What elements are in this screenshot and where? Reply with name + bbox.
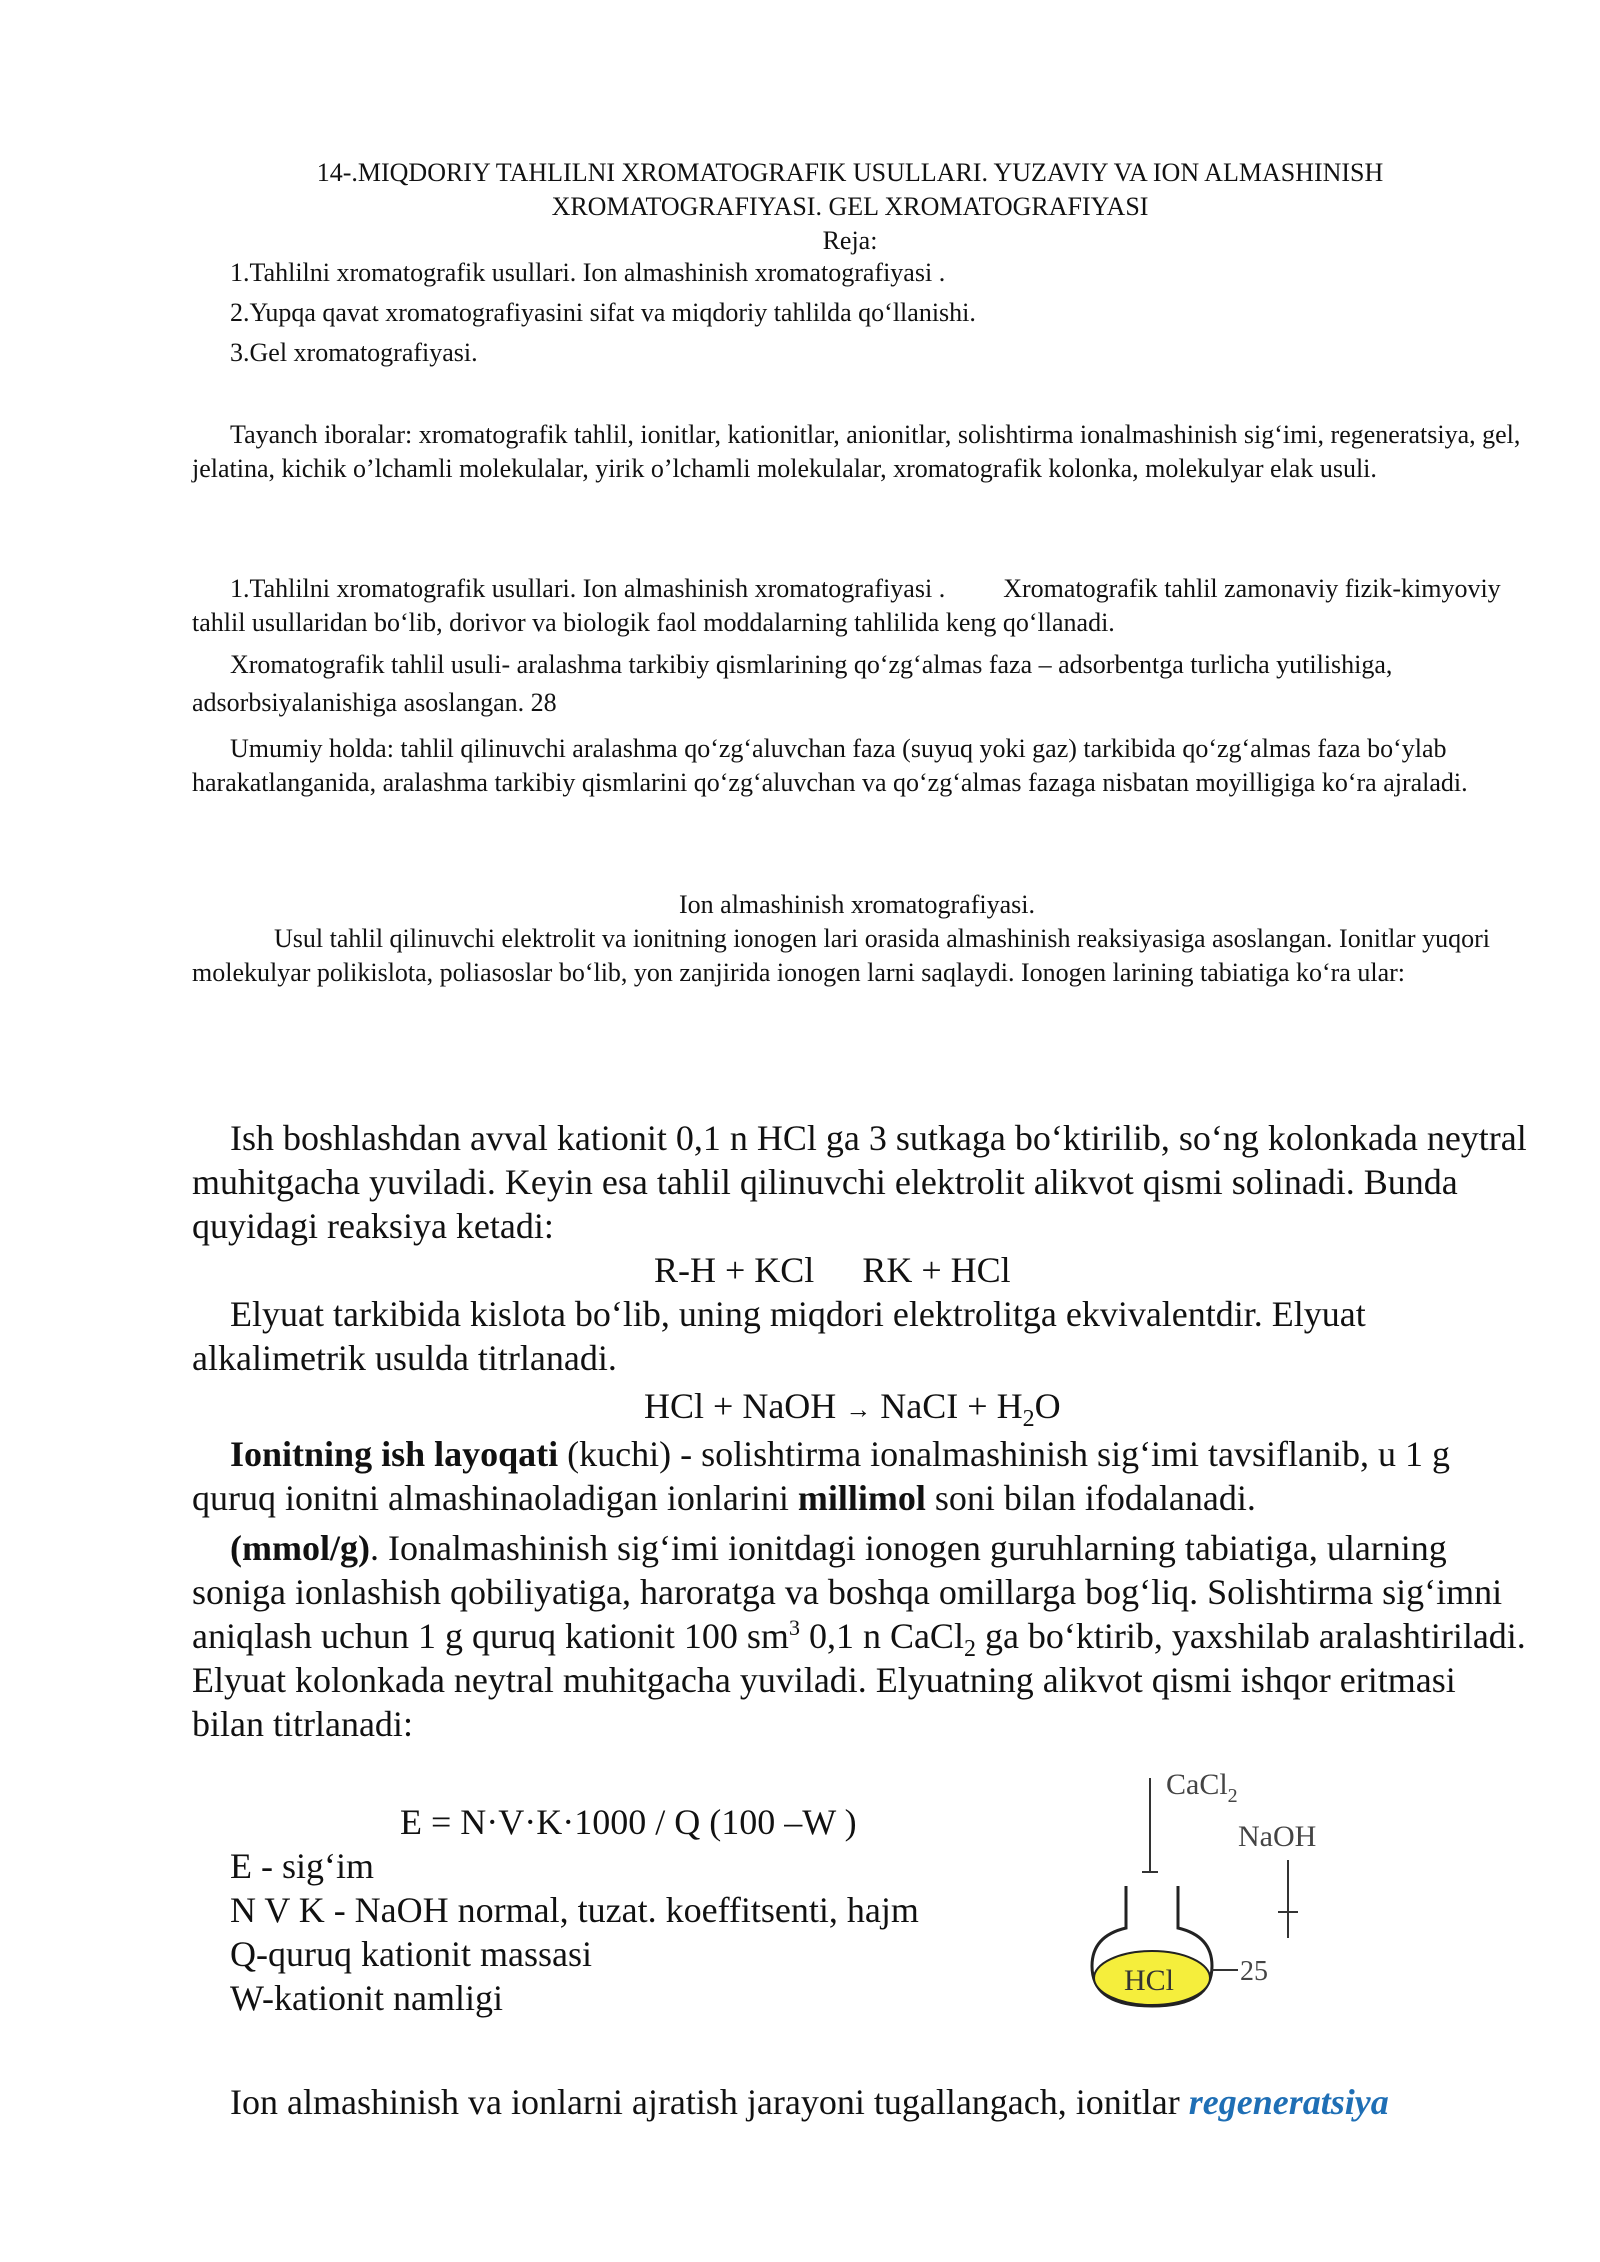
final-text: Ion almashinish va ionlarni ajratish jarayoni tugallangach, ionitlar xyxy=(230,2082,1189,2122)
flask-diagram xyxy=(1080,1760,1360,2030)
reaction-2-subscript: 2 xyxy=(1022,1406,1035,1433)
legend-item: W-kationit namligi xyxy=(230,1978,503,2018)
document-title xyxy=(190,156,1510,258)
paragraph3-text: (kuchi) - solishtirma ionalmashinish sig‘imi tavsiflanib, u 1 g quruq ionitni almashinaoladigan ionlarini xyxy=(192,1434,1451,1518)
legend-item: N V K - NaOH normal, tuzat. koeffitsenti, hajm xyxy=(230,1890,919,1930)
titration-figure xyxy=(1080,1760,1360,2030)
naoh-label: NaOH xyxy=(1238,1820,1317,1853)
formula-legend xyxy=(230,1844,990,2020)
reaction-arrow: → xyxy=(845,1395,872,1424)
title-line-2: XROMATOGRAFIYASI. GEL XROMATOGRAFIYASI xyxy=(551,192,1149,221)
regeneration-term: regeneratsiya xyxy=(1188,2082,1389,2122)
paragraph4-text-a: . Ionalmashinish sig‘imi ionitdagi ionogen guruhlarning tabiatiga, ularning soniga ionlashish qobiliyatiga, haroratga va boshqa omillarga bog‘liq. Solishtirma sig‘imni aniqlash uchun 1 g quruq kationit 100 sm xyxy=(192,1528,1503,1656)
mmol-term: (mmol/g) xyxy=(230,1528,370,1568)
paragraph3-end: soni bilan ifodalanadi. xyxy=(925,1478,1256,1518)
plan-item: 3.Gel xromatografiyasi. xyxy=(230,338,478,367)
reaction-2-right: NaCI + H xyxy=(880,1386,1023,1426)
section1-paragraph2: Xromatografik tahlil usuli- aralashma tarkibiy qismlarining qo‘zg‘almas faza – adsorbentga turlicha yutilishiga, adsorbsiyalanishiga asoslangan. 28 xyxy=(192,650,1393,717)
plan-item: 1.Tahlilni xromatografik usullari. Ion almashinish xromatografiyasi . xyxy=(230,258,946,287)
capacity-formula: E = N·V·K·1000 / Q (100 –W ) xyxy=(400,1802,857,1842)
millimol-term: millimol xyxy=(797,1478,926,1518)
main-paragraph1: Ish boshlashdan avval kationit 0,1 n HCl ga 3 sutkaga bo‘ktirilib, so‘ng kolonkada neytral muhitgacha yuviladi. Keyin esa tahlil qilinuvchi elektrolit alikvot qismi solinadi. Bunda quyidagi reaksiya ketadi: xyxy=(192,1118,1527,1246)
plan-list xyxy=(230,256,1430,370)
volume-mark-label: 25 xyxy=(1240,1956,1268,1987)
ion-section-heading: Ion almashinish xromatografiyasi. xyxy=(679,890,1035,919)
section1-heading: 1.Tahlilni xromatografik usullari. Ion almashinish xromatografiyasi . xyxy=(230,574,946,603)
reaction-2-left: HCl + NaOH xyxy=(644,1386,837,1426)
hcl-label: HCl xyxy=(1124,1964,1175,1997)
paragraph4-text-c: ga bo‘ktirib, yaxshilab aralashtiriladi. Elyuat kolonkada neytral muhitgacha yuviladi. Elyuatning alikvot qismi ishqor eritmasi bilan titrlanadi: xyxy=(192,1616,1526,1744)
legend-item: Q-quruq kationit massasi xyxy=(230,1934,592,1974)
main-paragraph4 xyxy=(192,1526,1528,1746)
plan-label: Reja: xyxy=(822,226,878,255)
section1-paragraph1 xyxy=(192,572,1522,640)
reaction-1-left: R-H + KCl xyxy=(654,1250,815,1290)
plan-item: 2.Yupqa qavat xromatografiyasini sifat va miqdoriy tahlilda qo‘llanishi. xyxy=(230,298,976,327)
reaction-1-right: RK + HCl xyxy=(862,1250,1011,1290)
sm-superscript: 3 xyxy=(788,1615,800,1640)
cacl-label: CaCl$_2$ xyxy=(1166,1768,1238,1807)
final-paragraph xyxy=(192,2080,1528,2124)
reaction-2-right-end: O xyxy=(1034,1386,1061,1426)
title-line-1: 14-.MIQDORIY TAHLILNI XROMATOGRAFIK USULLARI. YUZAVIY VA ION ALMASHINISH xyxy=(316,158,1384,187)
paragraph4-text-b: 0,1 n CaCl xyxy=(799,1616,964,1656)
section1-paragraph3: Umumiy holda: tahlil qilinuvchi aralashma qo‘zg‘aluvchan faza (suyuq yoki gaz) tarkibida qo‘zg‘almas faza bo‘ylab harakatlanganida, aralashma tarkibiy qismlarini qo‘zg‘aluvchan va qo‘zg‘almas fazaga nisbatan moyilligiga ko‘ra ajraladi. xyxy=(192,734,1468,797)
cacl-subscript: 2 xyxy=(963,1636,976,1663)
reaction-1 xyxy=(654,1248,1254,1292)
main-paragraph3 xyxy=(192,1432,1528,1520)
ion-capacity-term: Ionitning ish layoqati xyxy=(230,1434,559,1474)
keywords-paragraph: Tayanch iboralar: xromatografik tahlil, ionitlar, kationitlar, anionitlar, solishtirma ionalmashinish sig‘imi, regeneratsiya, gel, jelatina, kichik o’lchamli molekulalar, yirik o’lchamli molekulalar, xromatografik kolonka, molekulyar elak usuli. xyxy=(192,420,1521,483)
reaction-2 xyxy=(644,1384,1244,1432)
ion-section-paragraph: Usul tahlil qilinuvchi elektrolit va ionitning ionogen lari orasida almashinish reaksiyasiga asoslangan. Ionitlar yuqori molekulyar polikislota, poliasoslar bo‘lib, yon zanjirida ionogen larni saqlaydi. Ionogen larining tabiatiga ko‘ra ular: xyxy=(192,924,1490,987)
main-paragraph2: Elyuat tarkibida kislota bo‘lib, uning miqdori elektrolitga ekvivalentdir. Elyuat alkalimetrik usulda titrlanadi. xyxy=(192,1294,1366,1378)
legend-item: E - sig‘im xyxy=(230,1846,374,1886)
section1-text: Xromatografik tahlil zamonaviy fizik-kimyoviy tahlil usullaridan bo‘lib, dorivor va biologik faol moddalarning tahlilida keng qo‘llanadi. xyxy=(192,574,1501,637)
